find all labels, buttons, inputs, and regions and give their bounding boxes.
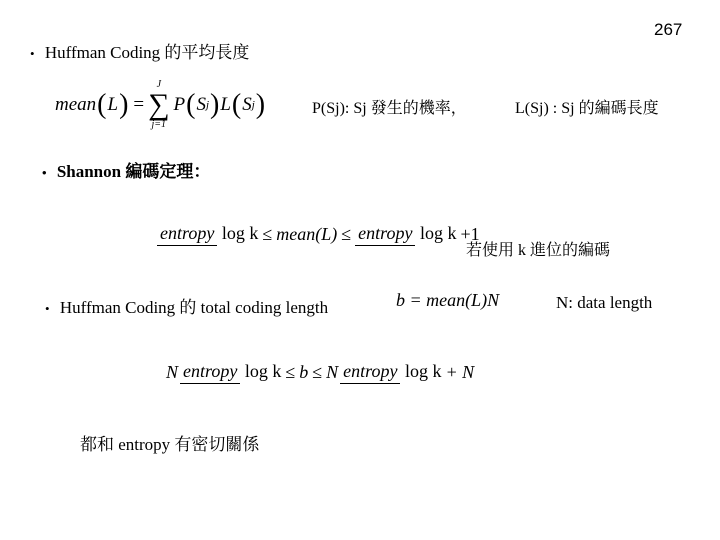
frac-right bbox=[355, 222, 456, 246]
ineq-N2: N bbox=[326, 361, 339, 382]
ineq-b: b bbox=[299, 361, 309, 382]
leq-sign: ≤ bbox=[262, 223, 273, 244]
mean-length-formula: mean ( L ) = J ∑ j=1 P ( S j ) L ( S j ) bbox=[55, 79, 266, 130]
frac-left bbox=[180, 360, 281, 384]
section1-heading: Huffman Coding 的平均長度 bbox=[44, 43, 250, 62]
formula-L2: L bbox=[220, 94, 231, 115]
bullet-dot: • bbox=[42, 165, 47, 180]
frac-num: entropy bbox=[355, 224, 415, 246]
formula-mean: mean bbox=[55, 94, 97, 115]
sigma-icon: ∑ bbox=[148, 88, 170, 121]
bullet-dot: • bbox=[30, 46, 35, 61]
section3-heading-row bbox=[45, 293, 328, 318]
leq-sign: ≤ bbox=[312, 361, 323, 382]
formula-j1: j bbox=[205, 99, 209, 111]
plus-N: + N bbox=[445, 361, 475, 382]
def-length: L(Sj) : Sj 的編碼長度 bbox=[515, 100, 659, 117]
b-formula: b = mean(L)N bbox=[396, 290, 500, 310]
formula-j2: j bbox=[251, 99, 255, 111]
ineq-N: N bbox=[166, 361, 179, 382]
n-definition: N: data length bbox=[556, 293, 653, 312]
sum-lower: j=1 bbox=[151, 119, 167, 130]
formula-S1: S bbox=[196, 94, 206, 115]
sum-upper: J bbox=[156, 79, 162, 90]
frac-num: entropy bbox=[180, 362, 240, 384]
section3-heading: Huffman Coding 的 total coding length bbox=[59, 298, 329, 317]
bullet-dot: • bbox=[45, 301, 50, 316]
section1-heading-row bbox=[30, 38, 249, 63]
formula-S2: S bbox=[242, 94, 252, 115]
frac-left bbox=[157, 222, 258, 246]
frac-den: log k bbox=[404, 361, 442, 382]
def-probability: P(Sj): Sj 發生的機率， bbox=[312, 100, 467, 117]
section2-heading: Shannon 編碼定理： bbox=[56, 162, 211, 181]
frac-right bbox=[340, 360, 441, 384]
entropy-relation-note: 都和 entropy 有密切關係 bbox=[80, 435, 260, 454]
formula-L: L bbox=[107, 94, 119, 115]
leq-sign: ≤ bbox=[341, 223, 352, 244]
total-length-inequality bbox=[166, 344, 474, 400]
plus-one: +1 bbox=[460, 223, 480, 244]
shannon-inequality bbox=[157, 206, 480, 262]
frac-den: log k bbox=[419, 223, 457, 244]
frac-den: log k bbox=[244, 361, 282, 382]
mean-L: mean(L) bbox=[276, 223, 338, 244]
summation bbox=[148, 80, 169, 130]
frac-num: entropy bbox=[157, 224, 217, 246]
formula-P: P bbox=[173, 94, 186, 115]
page-number: 267 bbox=[654, 20, 683, 39]
frac-den: log k bbox=[221, 223, 259, 244]
section2-heading-row bbox=[42, 157, 210, 182]
leq-sign: ≤ bbox=[285, 361, 296, 382]
k-ary-note: 若使用 k 進位的編碼 bbox=[466, 242, 611, 259]
frac-num: entropy bbox=[340, 362, 400, 384]
